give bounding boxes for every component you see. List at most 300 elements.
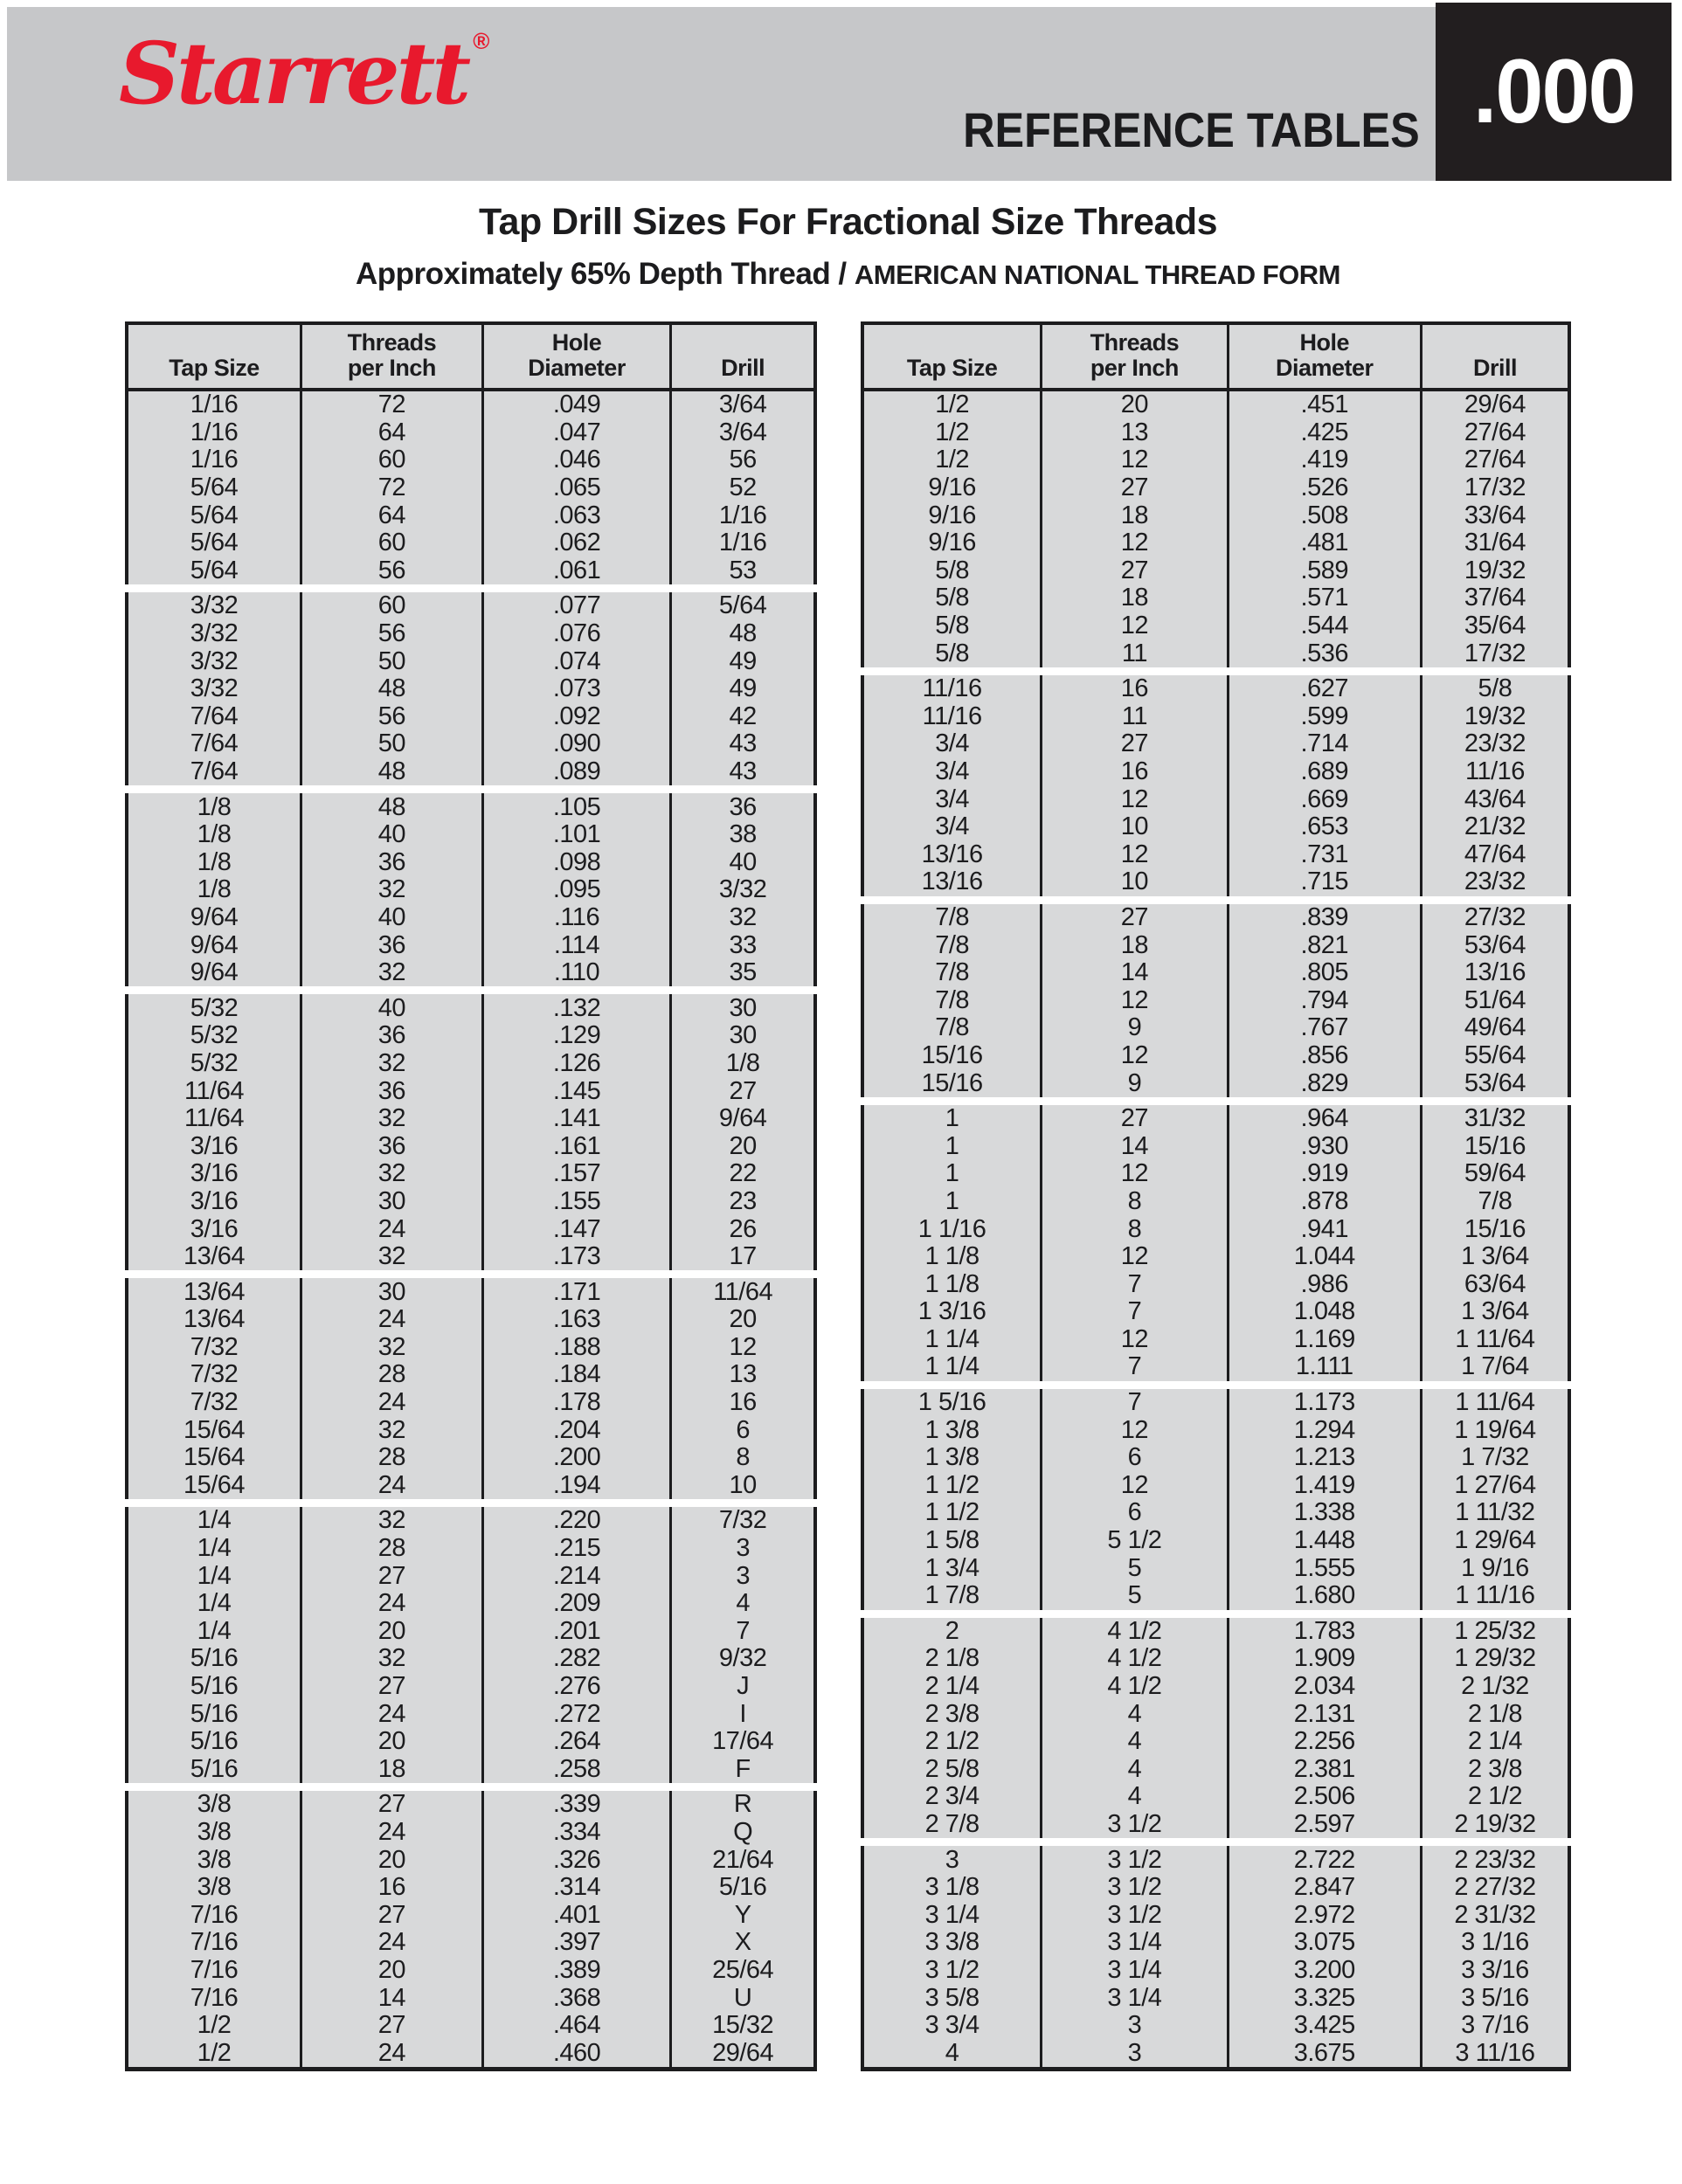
drill-cell: 1 3/64 — [1420, 1243, 1568, 1271]
threads-per-inch-cell: 27 — [300, 2012, 481, 2040]
tap-size-cell: 3/4 — [935, 784, 970, 813]
tap-size-cell: 3 — [945, 1845, 959, 1874]
tap-size-cell: 1/8 — [197, 792, 232, 821]
threads-per-inch-cell: 72 — [300, 474, 481, 502]
threads-per-inch-cell: 24 — [300, 1389, 481, 1417]
threads-per-inch-cell: 4 1/2 — [1040, 1645, 1226, 1673]
tap-size-cell: 1 1/4 — [924, 1324, 979, 1353]
threads-per-inch-cell: 6 — [1040, 1499, 1226, 1527]
hole-diameter-cell: .419 — [1227, 446, 1420, 474]
tap-size-cell: 1/16 — [190, 446, 239, 474]
hole-diameter-cell: .076 — [481, 620, 670, 648]
hole-diameter-cell: .101 — [481, 821, 670, 849]
drill-cell: 2 31/32 — [1420, 1901, 1568, 1929]
band-title: REFERENCE TABLES — [963, 102, 1420, 157]
drill-cell: 1 19/64 — [1420, 1416, 1568, 1444]
tap-size-cell: 13/64 — [183, 1242, 246, 1271]
hole-diameter-cell: .715 — [1227, 868, 1420, 896]
hole-diameter-cell: .105 — [481, 793, 670, 821]
threads-per-inch-cell: 28 — [300, 1361, 481, 1389]
drill-cell: 7/8 — [1420, 1188, 1568, 1216]
column-header-label: Drill — [1472, 355, 1517, 381]
threads-per-inch-cell: 4 — [1040, 1728, 1226, 1756]
hole-diameter-cell: .163 — [481, 1306, 670, 1334]
hole-diameter-cell: 1.173 — [1227, 1389, 1420, 1417]
hole-diameter-cell: .481 — [1227, 529, 1420, 557]
tap-size-cell: 7/32 — [190, 1360, 239, 1389]
hole-diameter-cell: 3.325 — [1227, 1984, 1420, 2012]
threads-per-inch-cell: 24 — [300, 2039, 481, 2067]
threads-per-inch-cell: 24 — [300, 1472, 481, 1500]
tap-size-cell: 13/16 — [921, 867, 983, 896]
threads-per-inch-cell: 27 — [300, 1791, 481, 1819]
tap-size-cell: 3 1/4 — [924, 1900, 979, 1929]
registered-mark-icon: ® — [473, 28, 490, 54]
table-group — [125, 592, 817, 785]
threads-per-inch-cell: 24 — [300, 1700, 481, 1728]
hole-diameter-cell: .129 — [481, 1022, 670, 1050]
hole-diameter-cell: .272 — [481, 1700, 670, 1728]
threads-per-inch-cell: 32 — [300, 1645, 481, 1673]
drill-cell: 31/64 — [1420, 529, 1568, 557]
tap-size-cell: 11/64 — [184, 1076, 244, 1105]
drill-cell: 17 — [669, 1243, 813, 1271]
threads-per-inch-cell: 6 — [1040, 1444, 1226, 1472]
threads-per-inch-cell: 48 — [300, 793, 481, 821]
header-band — [7, 7, 1436, 181]
tap-size-cell: 3/8 — [197, 1817, 232, 1846]
hole-diameter-cell: .451 — [1227, 391, 1420, 419]
hole-diameter-cell: .047 — [481, 419, 670, 447]
tap-size-cell: 15/64 — [183, 1470, 246, 1499]
subtitle-depth-thread: Approximately 65% Depth Thread / — [356, 257, 855, 291]
drill-cell: 2 27/32 — [1420, 1874, 1568, 1902]
drill-cell: 11/16 — [1420, 758, 1568, 786]
tap-size-cell: 1/2 — [935, 390, 970, 419]
page-title: Tap Drill Sizes For Fractional Size Threads — [478, 201, 1218, 243]
threads-per-inch-cell: 24 — [300, 1929, 481, 1957]
hole-diameter-cell: .653 — [1227, 813, 1420, 841]
drill-cell: 11/64 — [669, 1278, 813, 1306]
drill-cell: 55/64 — [1420, 1042, 1568, 1070]
tap-size-cell: 5/16 — [190, 1727, 239, 1756]
threads-per-inch-cell: 27 — [1040, 474, 1226, 502]
tap-size-cell: 1/8 — [197, 820, 232, 849]
table-group — [125, 1791, 817, 2071]
hole-diameter-cell: 2.506 — [1227, 1783, 1420, 1811]
drill-cell: 52 — [669, 474, 813, 502]
hole-diameter-cell: .964 — [1227, 1105, 1420, 1133]
threads-per-inch-cell: 12 — [1040, 1042, 1226, 1070]
drill-cell: 48 — [669, 620, 813, 648]
threads-per-inch-cell: 60 — [300, 592, 481, 620]
tap-size-cell: 5/32 — [190, 993, 239, 1022]
hole-diameter-cell: .061 — [481, 557, 670, 585]
hole-diameter-cell: 1.448 — [1227, 1527, 1420, 1555]
column-header-threads-per-inch — [1040, 325, 1226, 388]
threads-per-inch-cell: 27 — [300, 1562, 481, 1590]
threads-per-inch-cell: 4 1/2 — [1040, 1618, 1226, 1646]
drill-cell: 15/32 — [669, 2012, 813, 2040]
tap-size-cell: 1/16 — [190, 418, 239, 446]
drill-cell: 43/64 — [1420, 785, 1568, 813]
drill-cell: 43 — [669, 758, 813, 786]
drill-cell: 26 — [669, 1215, 813, 1243]
tap-size-cell: 3/32 — [190, 646, 239, 675]
tap-size-cell: 7/16 — [190, 1983, 239, 2012]
drill-cell: 1 11/64 — [1420, 1326, 1568, 1354]
tap-size-cell: 7/8 — [935, 1013, 970, 1042]
hole-diameter-cell: .669 — [1227, 785, 1420, 813]
drill-cell: 3 — [669, 1535, 813, 1563]
threads-per-inch-cell: 60 — [300, 446, 481, 474]
tap-size-cell: 5/64 — [190, 529, 239, 557]
drill-cell: 6 — [669, 1416, 813, 1444]
threads-per-inch-cell: 64 — [300, 501, 481, 529]
threads-per-inch-cell: 12 — [1040, 1243, 1226, 1271]
tap-size-cell: 3 5/8 — [924, 1983, 979, 2012]
drill-cell: 27/64 — [1420, 419, 1568, 447]
drill-cell: 1/16 — [669, 529, 813, 557]
column-header-label: Threads per Inch — [1090, 329, 1180, 381]
drill-cell: 3 1/16 — [1420, 1929, 1568, 1957]
drill-cell: 35/64 — [1420, 612, 1568, 640]
hole-diameter-cell: 1.338 — [1227, 1499, 1420, 1527]
drill-cell: 7 — [669, 1618, 813, 1646]
tap-size-cell: 1/8 — [197, 875, 232, 904]
hole-diameter-cell: .220 — [481, 1507, 670, 1535]
tap-size-cell: 9/64 — [190, 958, 239, 987]
threads-per-inch-cell: 11 — [1040, 639, 1226, 667]
tap-size-cell: 5/16 — [190, 1754, 239, 1783]
tap-size-cell: 5/8 — [935, 639, 970, 667]
drill-cell: 16 — [669, 1389, 813, 1417]
drill-cell: 31/32 — [1420, 1105, 1568, 1133]
drill-cell: 1/8 — [669, 1050, 813, 1078]
threads-per-inch-cell: 7 — [1040, 1389, 1226, 1417]
drill-cell: 20 — [669, 1132, 813, 1160]
drill-cell: 5/8 — [1420, 675, 1568, 703]
drill-cell: 2 19/32 — [1420, 1811, 1568, 1839]
threads-per-inch-cell: 16 — [1040, 758, 1226, 786]
threads-per-inch-cell: 3 1/2 — [1040, 1901, 1226, 1929]
threads-per-inch-cell: 12 — [1040, 1160, 1226, 1188]
tap-size-cell: 5/64 — [190, 556, 239, 584]
hole-diameter-cell: .326 — [481, 1846, 670, 1874]
table-group — [125, 994, 817, 1270]
drill-cell: 33/64 — [1420, 501, 1568, 529]
threads-per-inch-cell: 3 1/2 — [1040, 1846, 1226, 1874]
tap-size-cell: 11/16 — [922, 674, 982, 703]
tap-size-cell: 1 1/2 — [924, 1470, 979, 1499]
threads-per-inch-cell: 48 — [300, 758, 481, 786]
tap-drill-table-left — [125, 321, 817, 2071]
drill-cell: 1 11/16 — [1420, 1582, 1568, 1610]
tap-size-cell: 1 3/8 — [924, 1415, 979, 1444]
threads-per-inch-cell: 4 1/2 — [1040, 1673, 1226, 1701]
threads-per-inch-cell: 56 — [300, 703, 481, 731]
tap-size-cell: 1/2 — [197, 2011, 232, 2040]
column-header-hole-diameter — [1227, 325, 1420, 388]
hole-diameter-cell: .571 — [1227, 584, 1420, 612]
tap-size-cell: 1 — [945, 1104, 959, 1133]
hole-diameter-cell: .114 — [481, 931, 670, 959]
tap-size-cell: 1 3/8 — [924, 1443, 979, 1472]
threads-per-inch-cell: 5 — [1040, 1582, 1226, 1610]
drill-cell: I — [669, 1700, 813, 1728]
tap-size-cell: 13/64 — [183, 1277, 246, 1306]
hole-diameter-cell: .077 — [481, 592, 670, 620]
hole-diameter-cell: .460 — [481, 2039, 670, 2067]
tap-size-cell: 1 1/8 — [924, 1242, 979, 1271]
tap-size-cell: 2 3/8 — [924, 1699, 979, 1728]
tap-size-cell: 1 3/16 — [917, 1297, 986, 1326]
drill-cell: 33 — [669, 931, 813, 959]
tap-size-cell: 1/4 — [197, 1506, 232, 1535]
tap-size-cell: 7/64 — [190, 729, 239, 758]
drill-cell: 10 — [669, 1472, 813, 1500]
threads-per-inch-cell: 14 — [1040, 959, 1226, 987]
hole-diameter-cell: .046 — [481, 446, 670, 474]
drill-cell: 1 9/16 — [1420, 1554, 1568, 1582]
tap-size-cell: 5/8 — [935, 584, 970, 612]
logo-text: Starrett — [119, 24, 468, 123]
threads-per-inch-cell: 3 1/2 — [1040, 1811, 1226, 1839]
tap-size-cell: 7/8 — [935, 930, 970, 959]
drill-cell: 32 — [669, 904, 813, 932]
threads-per-inch-cell: 18 — [1040, 584, 1226, 612]
drill-cell: R — [669, 1791, 813, 1819]
hole-diameter-cell: .397 — [481, 1929, 670, 1957]
drill-cell: 9/64 — [669, 1105, 813, 1133]
tap-size-cell: 1 5/8 — [924, 1526, 979, 1555]
drill-cell: 25/64 — [669, 1957, 813, 1985]
hole-diameter-cell: .464 — [481, 2012, 670, 2040]
drill-cell: 7/32 — [669, 1507, 813, 1535]
tap-size-cell: 11/16 — [922, 702, 982, 730]
hole-diameter-cell: .264 — [481, 1728, 670, 1756]
drill-cell: 51/64 — [1420, 986, 1568, 1014]
threads-per-inch-cell: 60 — [300, 529, 481, 557]
threads-per-inch-cell: 32 — [300, 1160, 481, 1188]
hole-diameter-cell: .200 — [481, 1444, 670, 1472]
table-group — [861, 1618, 1571, 1839]
drill-cell: 29/64 — [669, 2039, 813, 2067]
threads-per-inch-cell: 20 — [300, 1846, 481, 1874]
tap-size-cell: 9/16 — [928, 529, 976, 557]
threads-per-inch-cell: 40 — [300, 821, 481, 849]
threads-per-inch-cell: 12 — [1040, 986, 1226, 1014]
table-body — [861, 391, 1571, 2071]
hole-diameter-cell: 1.213 — [1227, 1444, 1420, 1472]
drill-cell: 3 — [669, 1562, 813, 1590]
drill-cell: 53/64 — [1420, 1069, 1568, 1097]
column-header-label: Hole Diameter — [1275, 329, 1374, 381]
drill-cell: 2 1/4 — [1420, 1728, 1568, 1756]
threads-per-inch-cell: 40 — [300, 904, 481, 932]
drill-cell: 29/64 — [1420, 391, 1568, 419]
threads-per-inch-cell: 24 — [300, 1590, 481, 1618]
hole-diameter-cell: 2.381 — [1227, 1756, 1420, 1784]
table-group — [861, 1846, 1571, 2071]
tap-size-cell: 7/32 — [190, 1388, 239, 1417]
drill-cell: 1 29/32 — [1420, 1645, 1568, 1673]
threads-per-inch-cell: 8 — [1040, 1215, 1226, 1243]
tap-size-cell: 7/8 — [935, 902, 970, 931]
threads-per-inch-cell: 27 — [1040, 557, 1226, 585]
tap-size-cell: 13/64 — [183, 1305, 246, 1334]
threads-per-inch-cell: 7 — [1040, 1353, 1226, 1381]
hole-diameter-cell: 1.783 — [1227, 1618, 1420, 1646]
hole-diameter-cell: .157 — [481, 1160, 670, 1188]
hole-diameter-cell: .141 — [481, 1105, 670, 1133]
drill-cell: 21/32 — [1420, 813, 1568, 841]
column-header-label: Tap Size — [169, 355, 260, 381]
hole-diameter-cell: .878 — [1227, 1188, 1420, 1216]
hole-diameter-cell: 2.597 — [1227, 1811, 1420, 1839]
hole-diameter-cell: .821 — [1227, 931, 1420, 959]
drill-cell: U — [669, 1984, 813, 2012]
tap-size-cell: 15/64 — [183, 1443, 246, 1472]
drill-cell: 17/32 — [1420, 474, 1568, 502]
hole-diameter-cell: 1.044 — [1227, 1243, 1420, 1271]
subtitle-thread-form: AMERICAN NATIONAL THREAD FORM — [854, 259, 1340, 290]
tap-size-cell: 3/4 — [935, 729, 970, 758]
hole-diameter-cell: 1.294 — [1227, 1416, 1420, 1444]
hole-diameter-cell: .126 — [481, 1050, 670, 1078]
column-header-tap-size — [864, 325, 1040, 388]
hole-diameter-cell: .425 — [1227, 419, 1420, 447]
hole-diameter-cell: 2.034 — [1227, 1673, 1420, 1701]
hole-diameter-cell: 2.131 — [1227, 1700, 1420, 1728]
threads-per-inch-cell: 12 — [1040, 1472, 1226, 1500]
drill-cell: 15/16 — [1420, 1132, 1568, 1160]
threads-per-inch-cell: 56 — [300, 620, 481, 648]
tap-size-cell: 1/4 — [197, 1589, 232, 1618]
threads-per-inch-cell: 12 — [1040, 1416, 1226, 1444]
threads-per-inch-cell: 8 — [1040, 1188, 1226, 1216]
column-header-label: Tap Size — [906, 355, 998, 381]
threads-per-inch-cell: 18 — [1040, 501, 1226, 529]
threads-per-inch-cell: 20 — [300, 1957, 481, 1985]
drill-cell: 1/16 — [669, 501, 813, 529]
hole-diameter-cell: .049 — [481, 391, 670, 419]
drill-cell: 2 3/8 — [1420, 1756, 1568, 1784]
column-header-label: Drill — [721, 355, 765, 381]
threads-per-inch-cell: 20 — [300, 1728, 481, 1756]
hole-diameter-cell: 1.909 — [1227, 1645, 1420, 1673]
threads-per-inch-cell: 3 1/4 — [1040, 1929, 1226, 1957]
hole-diameter-cell: .389 — [481, 1957, 670, 1985]
hole-diameter-cell: 1.048 — [1227, 1298, 1420, 1326]
tap-size-cell: 1 — [945, 1186, 959, 1215]
threads-per-inch-cell: 18 — [1040, 931, 1226, 959]
drill-cell: 2 1/32 — [1420, 1673, 1568, 1701]
threads-per-inch-cell: 12 — [1040, 841, 1226, 869]
hole-diameter-cell: .829 — [1227, 1069, 1420, 1097]
hole-diameter-cell: 3.675 — [1227, 2039, 1420, 2067]
hole-diameter-cell: .339 — [481, 1791, 670, 1819]
tap-size-cell: 5/32 — [190, 1021, 239, 1050]
hole-diameter-cell: .599 — [1227, 703, 1420, 731]
hole-diameter-cell: .073 — [481, 675, 670, 703]
threads-per-inch-cell: 32 — [300, 1050, 481, 1078]
threads-per-inch-cell: 30 — [300, 1188, 481, 1216]
tap-size-cell: 9/16 — [928, 473, 976, 502]
hole-diameter-cell: .589 — [1227, 557, 1420, 585]
tap-size-cell: 1 — [945, 1131, 959, 1160]
threads-per-inch-cell: 12 — [1040, 612, 1226, 640]
drill-cell: 1 11/32 — [1420, 1499, 1568, 1527]
drill-cell: 4 — [669, 1590, 813, 1618]
tap-size-cell: 5/16 — [190, 1672, 239, 1701]
threads-per-inch-cell: 28 — [300, 1535, 481, 1563]
hole-diameter-cell: .209 — [481, 1590, 670, 1618]
hole-diameter-cell: 1.169 — [1227, 1326, 1420, 1354]
drill-cell: 36 — [669, 793, 813, 821]
tap-size-cell: 3/4 — [935, 757, 970, 786]
threads-per-inch-cell: 5 1/2 — [1040, 1527, 1226, 1555]
hole-diameter-cell: .173 — [481, 1243, 670, 1271]
tap-size-cell: 2 — [945, 1616, 959, 1645]
drill-cell: 9/32 — [669, 1645, 813, 1673]
threads-per-inch-cell: 27 — [300, 1673, 481, 1701]
drill-cell: 1 27/64 — [1420, 1472, 1568, 1500]
column-header-hole-diameter — [481, 325, 670, 388]
column-header-label: Threads per Inch — [347, 329, 437, 381]
hole-diameter-cell: 1.111 — [1227, 1353, 1420, 1381]
hole-diameter-cell: .092 — [481, 703, 670, 731]
hole-diameter-cell: .090 — [481, 730, 670, 758]
threads-per-inch-cell: 27 — [1040, 730, 1226, 758]
drill-cell: 1 11/64 — [1420, 1389, 1568, 1417]
drill-cell: Y — [669, 1901, 813, 1929]
table-group — [861, 1105, 1571, 1381]
tap-size-cell: 9/64 — [190, 930, 239, 959]
hole-diameter-cell: .689 — [1227, 758, 1420, 786]
hole-diameter-cell: .714 — [1227, 730, 1420, 758]
drill-cell: 3 7/16 — [1420, 2012, 1568, 2040]
tap-size-cell: 2 1/2 — [924, 1727, 979, 1756]
hole-diameter-cell: 3.200 — [1227, 1957, 1420, 1985]
threads-per-inch-cell: 14 — [300, 1984, 481, 2012]
tap-size-cell: 2 1/8 — [924, 1644, 979, 1673]
hole-diameter-cell: 1.555 — [1227, 1554, 1420, 1582]
drill-cell: 1 3/64 — [1420, 1298, 1568, 1326]
hole-diameter-cell: .110 — [481, 959, 670, 987]
tap-size-cell: 3/32 — [190, 674, 239, 703]
threads-per-inch-cell: 36 — [300, 931, 481, 959]
drill-cell: 1 7/64 — [1420, 1353, 1568, 1381]
threads-per-inch-cell: 5 — [1040, 1554, 1226, 1582]
page-subtitle — [125, 257, 1571, 292]
tap-size-cell: 11/64 — [184, 1104, 244, 1133]
drill-cell: 49/64 — [1420, 1014, 1568, 1042]
drill-cell: Q — [669, 1819, 813, 1847]
threads-per-inch-cell: 24 — [300, 1819, 481, 1847]
hole-diameter-cell: .282 — [481, 1645, 670, 1673]
drill-cell: 12 — [669, 1334, 813, 1362]
hole-diameter-cell: .089 — [481, 758, 670, 786]
tap-size-cell: 7/8 — [935, 985, 970, 1014]
threads-per-inch-cell: 3 1/2 — [1040, 1874, 1226, 1902]
drill-cell: F — [669, 1756, 813, 1784]
tap-size-cell: 1/16 — [190, 390, 239, 419]
threads-per-inch-cell: 3 — [1040, 2012, 1226, 2040]
drill-cell: 30 — [669, 994, 813, 1022]
hole-diameter-cell: .930 — [1227, 1132, 1420, 1160]
tap-size-cell: 7/16 — [190, 1900, 239, 1929]
